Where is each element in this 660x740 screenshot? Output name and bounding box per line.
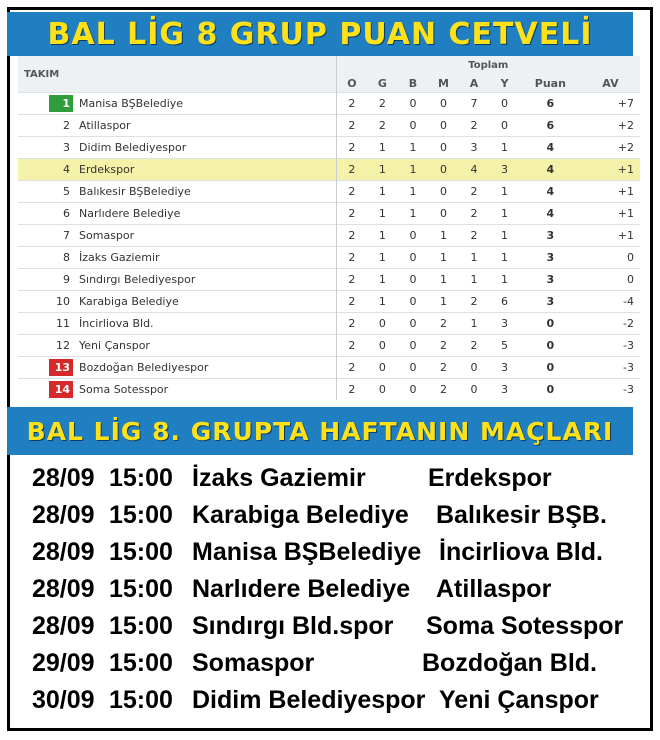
rank-badge: 1 xyxy=(49,95,73,112)
match-row xyxy=(14,608,640,645)
stat-b: 0 xyxy=(398,291,429,313)
team-name: Atillaspor xyxy=(77,115,336,137)
stat-points: 3 xyxy=(520,269,581,291)
stat-o: 2 xyxy=(336,247,367,269)
stat-m: 0 xyxy=(428,181,459,203)
stat-goal-difference: -3 xyxy=(581,379,640,401)
table-row xyxy=(18,93,640,115)
match-time: 15:00 xyxy=(109,538,173,566)
rank-badge: 10 xyxy=(56,295,71,308)
stat-y: 1 xyxy=(489,247,520,269)
stat-y: 3 xyxy=(489,379,520,401)
table-row xyxy=(18,357,640,379)
stat-b: 0 xyxy=(398,247,429,269)
stat-o: 2 xyxy=(336,137,367,159)
stat-a: 1 xyxy=(459,313,490,335)
rank-badge: 11 xyxy=(56,317,71,330)
home-team: Karabiga Belediye xyxy=(192,501,409,529)
match-time: 15:00 xyxy=(109,464,173,492)
total-group-header: Toplam xyxy=(336,56,640,74)
stat-a: 2 xyxy=(459,203,490,225)
team-name: Manisa BŞBelediye xyxy=(77,93,336,115)
away-team: Soma Sotesspor xyxy=(426,612,624,640)
stat-b: 1 xyxy=(398,137,429,159)
match-row xyxy=(14,534,640,571)
stat-m: 2 xyxy=(428,313,459,335)
away-team: Bozdoğan Bld. xyxy=(422,649,597,677)
team-name: Karabiga Belediye xyxy=(77,291,336,313)
match-time: 15:00 xyxy=(109,649,173,677)
stat-points: 6 xyxy=(520,93,581,115)
stat-g: 0 xyxy=(367,313,398,335)
stat-y: 6 xyxy=(489,291,520,313)
team-name: İncirliova Bld. xyxy=(77,313,336,335)
match-time: 15:00 xyxy=(109,612,173,640)
stat-a: 1 xyxy=(459,247,490,269)
table-row xyxy=(18,269,640,291)
stat-m: 0 xyxy=(428,137,459,159)
rank-badge: 6 xyxy=(63,207,71,220)
stat-y: 3 xyxy=(489,357,520,379)
stat-m: 2 xyxy=(428,335,459,357)
column-header-puan: Puan xyxy=(520,74,581,93)
stat-o: 2 xyxy=(336,379,367,401)
match-row xyxy=(14,497,640,534)
stat-a: 2 xyxy=(459,335,490,357)
stat-goal-difference: +2 xyxy=(581,137,640,159)
stat-goal-difference: +7 xyxy=(581,93,640,115)
stat-o: 2 xyxy=(336,269,367,291)
stat-m: 2 xyxy=(428,379,459,401)
table-row xyxy=(18,379,640,401)
stat-g: 0 xyxy=(367,335,398,357)
stat-m: 1 xyxy=(428,247,459,269)
rank-badge: 5 xyxy=(63,185,71,198)
stat-m: 1 xyxy=(428,269,459,291)
stat-b: 0 xyxy=(398,93,429,115)
team-column-header: TAKIM xyxy=(18,56,336,93)
team-name: Somaspor xyxy=(77,225,336,247)
stat-a: 2 xyxy=(459,225,490,247)
stat-o: 2 xyxy=(336,357,367,379)
stat-y: 0 xyxy=(489,115,520,137)
stat-o: 2 xyxy=(336,203,367,225)
column-header-av: AV xyxy=(581,74,640,93)
table-row xyxy=(18,247,640,269)
stat-b: 0 xyxy=(398,225,429,247)
away-team: Atillaspor xyxy=(436,575,552,603)
rank-badge: 2 xyxy=(63,119,71,132)
stat-y: 0 xyxy=(489,93,520,115)
stat-goal-difference: -3 xyxy=(581,357,640,379)
stat-g: 1 xyxy=(367,181,398,203)
matches-list xyxy=(14,460,640,719)
stat-o: 2 xyxy=(336,291,367,313)
match-time: 15:00 xyxy=(109,575,173,603)
stat-a: 0 xyxy=(459,379,490,401)
stat-g: 2 xyxy=(367,115,398,137)
stat-g: 1 xyxy=(367,291,398,313)
stat-m: 1 xyxy=(428,291,459,313)
team-name: Balıkesir BŞBelediye xyxy=(77,181,336,203)
stat-points: 0 xyxy=(520,357,581,379)
team-name: Yeni Çanspor xyxy=(77,335,336,357)
stat-g: 1 xyxy=(367,203,398,225)
stat-y: 5 xyxy=(489,335,520,357)
stat-points: 6 xyxy=(520,115,581,137)
stat-g: 2 xyxy=(367,93,398,115)
stat-m: 1 xyxy=(428,225,459,247)
team-name: Sındırgı Belediyespor xyxy=(77,269,336,291)
column-header-g: G xyxy=(367,74,398,93)
stat-y: 1 xyxy=(489,137,520,159)
stat-b: 1 xyxy=(398,203,429,225)
stat-o: 2 xyxy=(336,181,367,203)
table-row xyxy=(18,137,640,159)
team-name: Didim Belediyespor xyxy=(77,137,336,159)
stat-goal-difference: 0 xyxy=(581,247,640,269)
stat-y: 3 xyxy=(489,159,520,181)
table-row xyxy=(18,291,640,313)
stat-m: 0 xyxy=(428,203,459,225)
match-row xyxy=(14,682,640,719)
stat-goal-difference: +2 xyxy=(581,115,640,137)
matches-title: BAL LİG 8. GRUPTA HAFTANIN MAÇLARI xyxy=(7,407,633,455)
home-team: Manisa BŞBelediye xyxy=(192,538,422,566)
column-header-a: A xyxy=(459,74,490,93)
stat-b: 0 xyxy=(398,335,429,357)
team-name: Soma Sotesspor xyxy=(77,379,336,401)
stat-y: 3 xyxy=(489,313,520,335)
match-date: 28/09 xyxy=(32,538,95,566)
stat-g: 1 xyxy=(367,269,398,291)
table-row xyxy=(18,313,640,335)
stat-a: 3 xyxy=(459,137,490,159)
stat-y: 1 xyxy=(489,269,520,291)
team-name: İzaks Gaziemir xyxy=(77,247,336,269)
home-team: Somaspor xyxy=(192,649,315,677)
stat-o: 2 xyxy=(336,335,367,357)
stat-y: 1 xyxy=(489,203,520,225)
stat-m: 0 xyxy=(428,159,459,181)
team-name: Narlıdere Belediye xyxy=(77,203,336,225)
rank-badge: 14 xyxy=(49,381,73,398)
stat-m: 2 xyxy=(428,357,459,379)
rank-badge: 7 xyxy=(63,229,71,242)
match-date: 30/09 xyxy=(32,686,95,714)
home-team: Narlıdere Belediye xyxy=(192,575,411,603)
match-row xyxy=(14,571,640,608)
stat-points: 4 xyxy=(520,203,581,225)
stat-goal-difference: -2 xyxy=(581,313,640,335)
stat-a: 7 xyxy=(459,93,490,115)
away-team: Yeni Çanspor xyxy=(439,686,599,714)
match-row xyxy=(14,645,640,682)
away-team: Balıkesir BŞB. xyxy=(436,501,607,529)
match-date: 29/09 xyxy=(32,649,95,677)
stat-b: 0 xyxy=(398,379,429,401)
stat-a: 0 xyxy=(459,357,490,379)
stat-goal-difference: 0 xyxy=(581,269,640,291)
stat-g: 0 xyxy=(367,357,398,379)
rank-badge: 8 xyxy=(63,251,71,264)
stat-b: 0 xyxy=(398,269,429,291)
stat-points: 3 xyxy=(520,247,581,269)
stat-points: 0 xyxy=(520,379,581,401)
stat-o: 2 xyxy=(336,313,367,335)
stat-g: 1 xyxy=(367,247,398,269)
table-row xyxy=(18,159,640,181)
stat-o: 2 xyxy=(336,115,367,137)
table-row xyxy=(18,335,640,357)
column-header-m: M xyxy=(428,74,459,93)
table-row xyxy=(18,203,640,225)
rank-badge: 13 xyxy=(49,359,73,376)
stat-m: 0 xyxy=(428,93,459,115)
stat-goal-difference: +1 xyxy=(581,225,640,247)
stat-o: 2 xyxy=(336,93,367,115)
stat-b: 0 xyxy=(398,115,429,137)
away-team: İncirliova Bld. xyxy=(439,538,603,566)
rank-badge: 9 xyxy=(63,273,71,286)
column-header-o: O xyxy=(336,74,367,93)
stat-b: 1 xyxy=(398,159,429,181)
stat-points: 3 xyxy=(520,291,581,313)
stat-b: 0 xyxy=(398,357,429,379)
stat-points: 0 xyxy=(520,313,581,335)
stat-a: 4 xyxy=(459,159,490,181)
match-date: 28/09 xyxy=(32,575,95,603)
standings-table-container xyxy=(18,56,640,402)
stat-g: 1 xyxy=(367,137,398,159)
stat-y: 1 xyxy=(489,181,520,203)
rank-badge: 12 xyxy=(56,339,71,352)
stat-m: 0 xyxy=(428,115,459,137)
standings-table xyxy=(18,56,640,400)
column-header-b: B xyxy=(398,74,429,93)
home-team: İzaks Gaziemir xyxy=(192,464,366,492)
table-row xyxy=(18,225,640,247)
table-row xyxy=(18,181,640,203)
stat-a: 2 xyxy=(459,115,490,137)
stat-goal-difference: +1 xyxy=(581,203,640,225)
stat-y: 1 xyxy=(489,225,520,247)
home-team: Sındırgı Bld.spor xyxy=(192,612,394,640)
stat-g: 0 xyxy=(367,379,398,401)
stat-g: 1 xyxy=(367,225,398,247)
match-time: 15:00 xyxy=(109,501,173,529)
table-row xyxy=(18,115,640,137)
stat-a: 1 xyxy=(459,269,490,291)
stat-points: 4 xyxy=(520,159,581,181)
stat-points: 4 xyxy=(520,181,581,203)
standings-title: BAL LİG 8 GRUP PUAN CETVELİ xyxy=(7,12,633,56)
rank-badge: 4 xyxy=(63,163,71,176)
stat-a: 2 xyxy=(459,181,490,203)
match-row xyxy=(14,460,640,497)
match-date: 28/09 xyxy=(32,464,95,492)
stat-points: 4 xyxy=(520,137,581,159)
stat-goal-difference: -3 xyxy=(581,335,640,357)
stat-points: 0 xyxy=(520,335,581,357)
team-name: Erdekspor xyxy=(77,159,336,181)
stat-o: 2 xyxy=(336,225,367,247)
stat-g: 1 xyxy=(367,159,398,181)
stat-b: 1 xyxy=(398,181,429,203)
column-header-y: Y xyxy=(489,74,520,93)
stat-goal-difference: +1 xyxy=(581,159,640,181)
home-team: Didim Belediyespor xyxy=(192,686,426,714)
away-team: Erdekspor xyxy=(428,464,552,492)
stat-goal-difference: -4 xyxy=(581,291,640,313)
match-time: 15:00 xyxy=(109,686,173,714)
stat-o: 2 xyxy=(336,159,367,181)
stat-b: 0 xyxy=(398,313,429,335)
stat-a: 2 xyxy=(459,291,490,313)
rank-badge: 3 xyxy=(63,141,71,154)
stat-points: 3 xyxy=(520,225,581,247)
match-date: 28/09 xyxy=(32,501,95,529)
team-name: Bozdoğan Belediyespor xyxy=(77,357,336,379)
stat-goal-difference: +1 xyxy=(581,181,640,203)
match-date: 28/09 xyxy=(32,612,95,640)
